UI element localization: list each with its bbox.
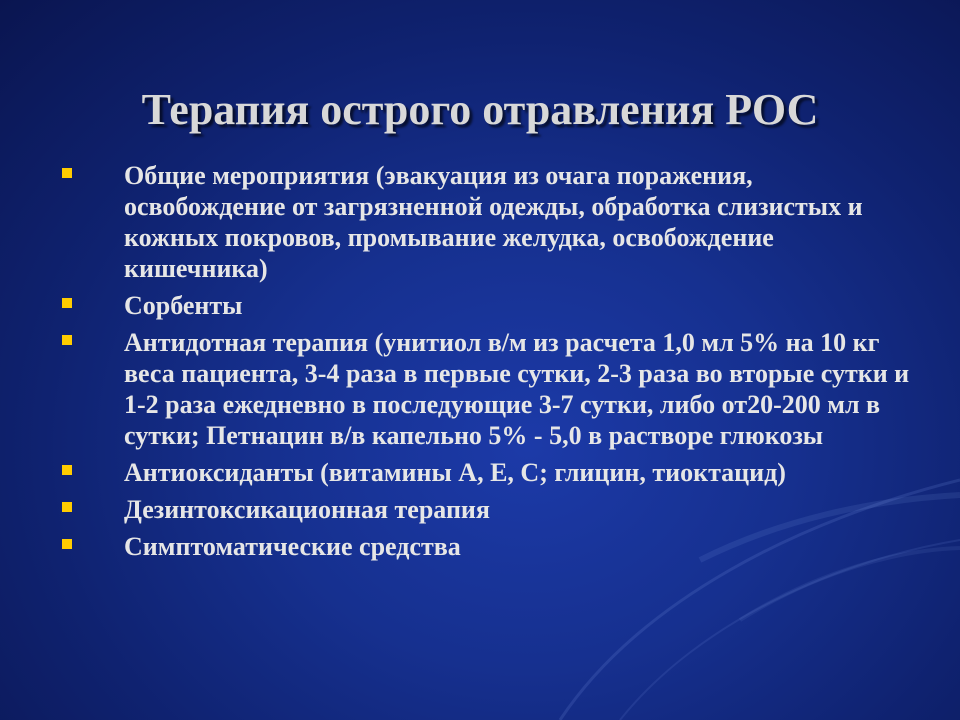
list-item-text: Дезинтоксикационная терапия	[124, 495, 490, 524]
list-item	[0, 160, 960, 284]
list-item-text: Антидотная терапия (унитиол в/м из расчета 1,0 мл 5% на 10 кг веса пациента, 3-4 раза в первые сутки, 2-3 раза во вторые сутки и 1-2 раза ежедневно в последующие 3-7 сутки, либо от20-200 мл в сутки; Петнацин в/в капельно 5% - 5,0 в растворе глюкозы	[124, 328, 910, 450]
list-item	[0, 290, 960, 321]
list-item-text: Общие мероприятия (эвакуация из очага поражения, освобождение от загрязненной одежды, обработка слизистых и кожных покровов, промывание желудка, освобождение кишечника)	[124, 161, 863, 283]
square-bullet-icon	[62, 465, 72, 475]
list-item	[0, 327, 960, 451]
square-bullet-icon	[62, 502, 72, 512]
slide-title: Терапия острого отравления РОС	[141, 85, 819, 134]
square-bullet-icon	[62, 298, 72, 308]
square-bullet-icon	[62, 335, 72, 345]
list-item-text: Сорбенты	[124, 291, 243, 320]
list-item	[0, 531, 960, 562]
bullet-list	[0, 160, 960, 568]
square-bullet-icon	[62, 539, 72, 549]
list-item	[0, 457, 960, 488]
list-item-text: Симптоматические средства	[124, 532, 461, 561]
list-item-text: Антиоксиданты (витамины А, Е, С; глицин, тиоктацид)	[124, 458, 786, 487]
square-bullet-icon	[62, 168, 72, 178]
list-item	[0, 494, 960, 525]
